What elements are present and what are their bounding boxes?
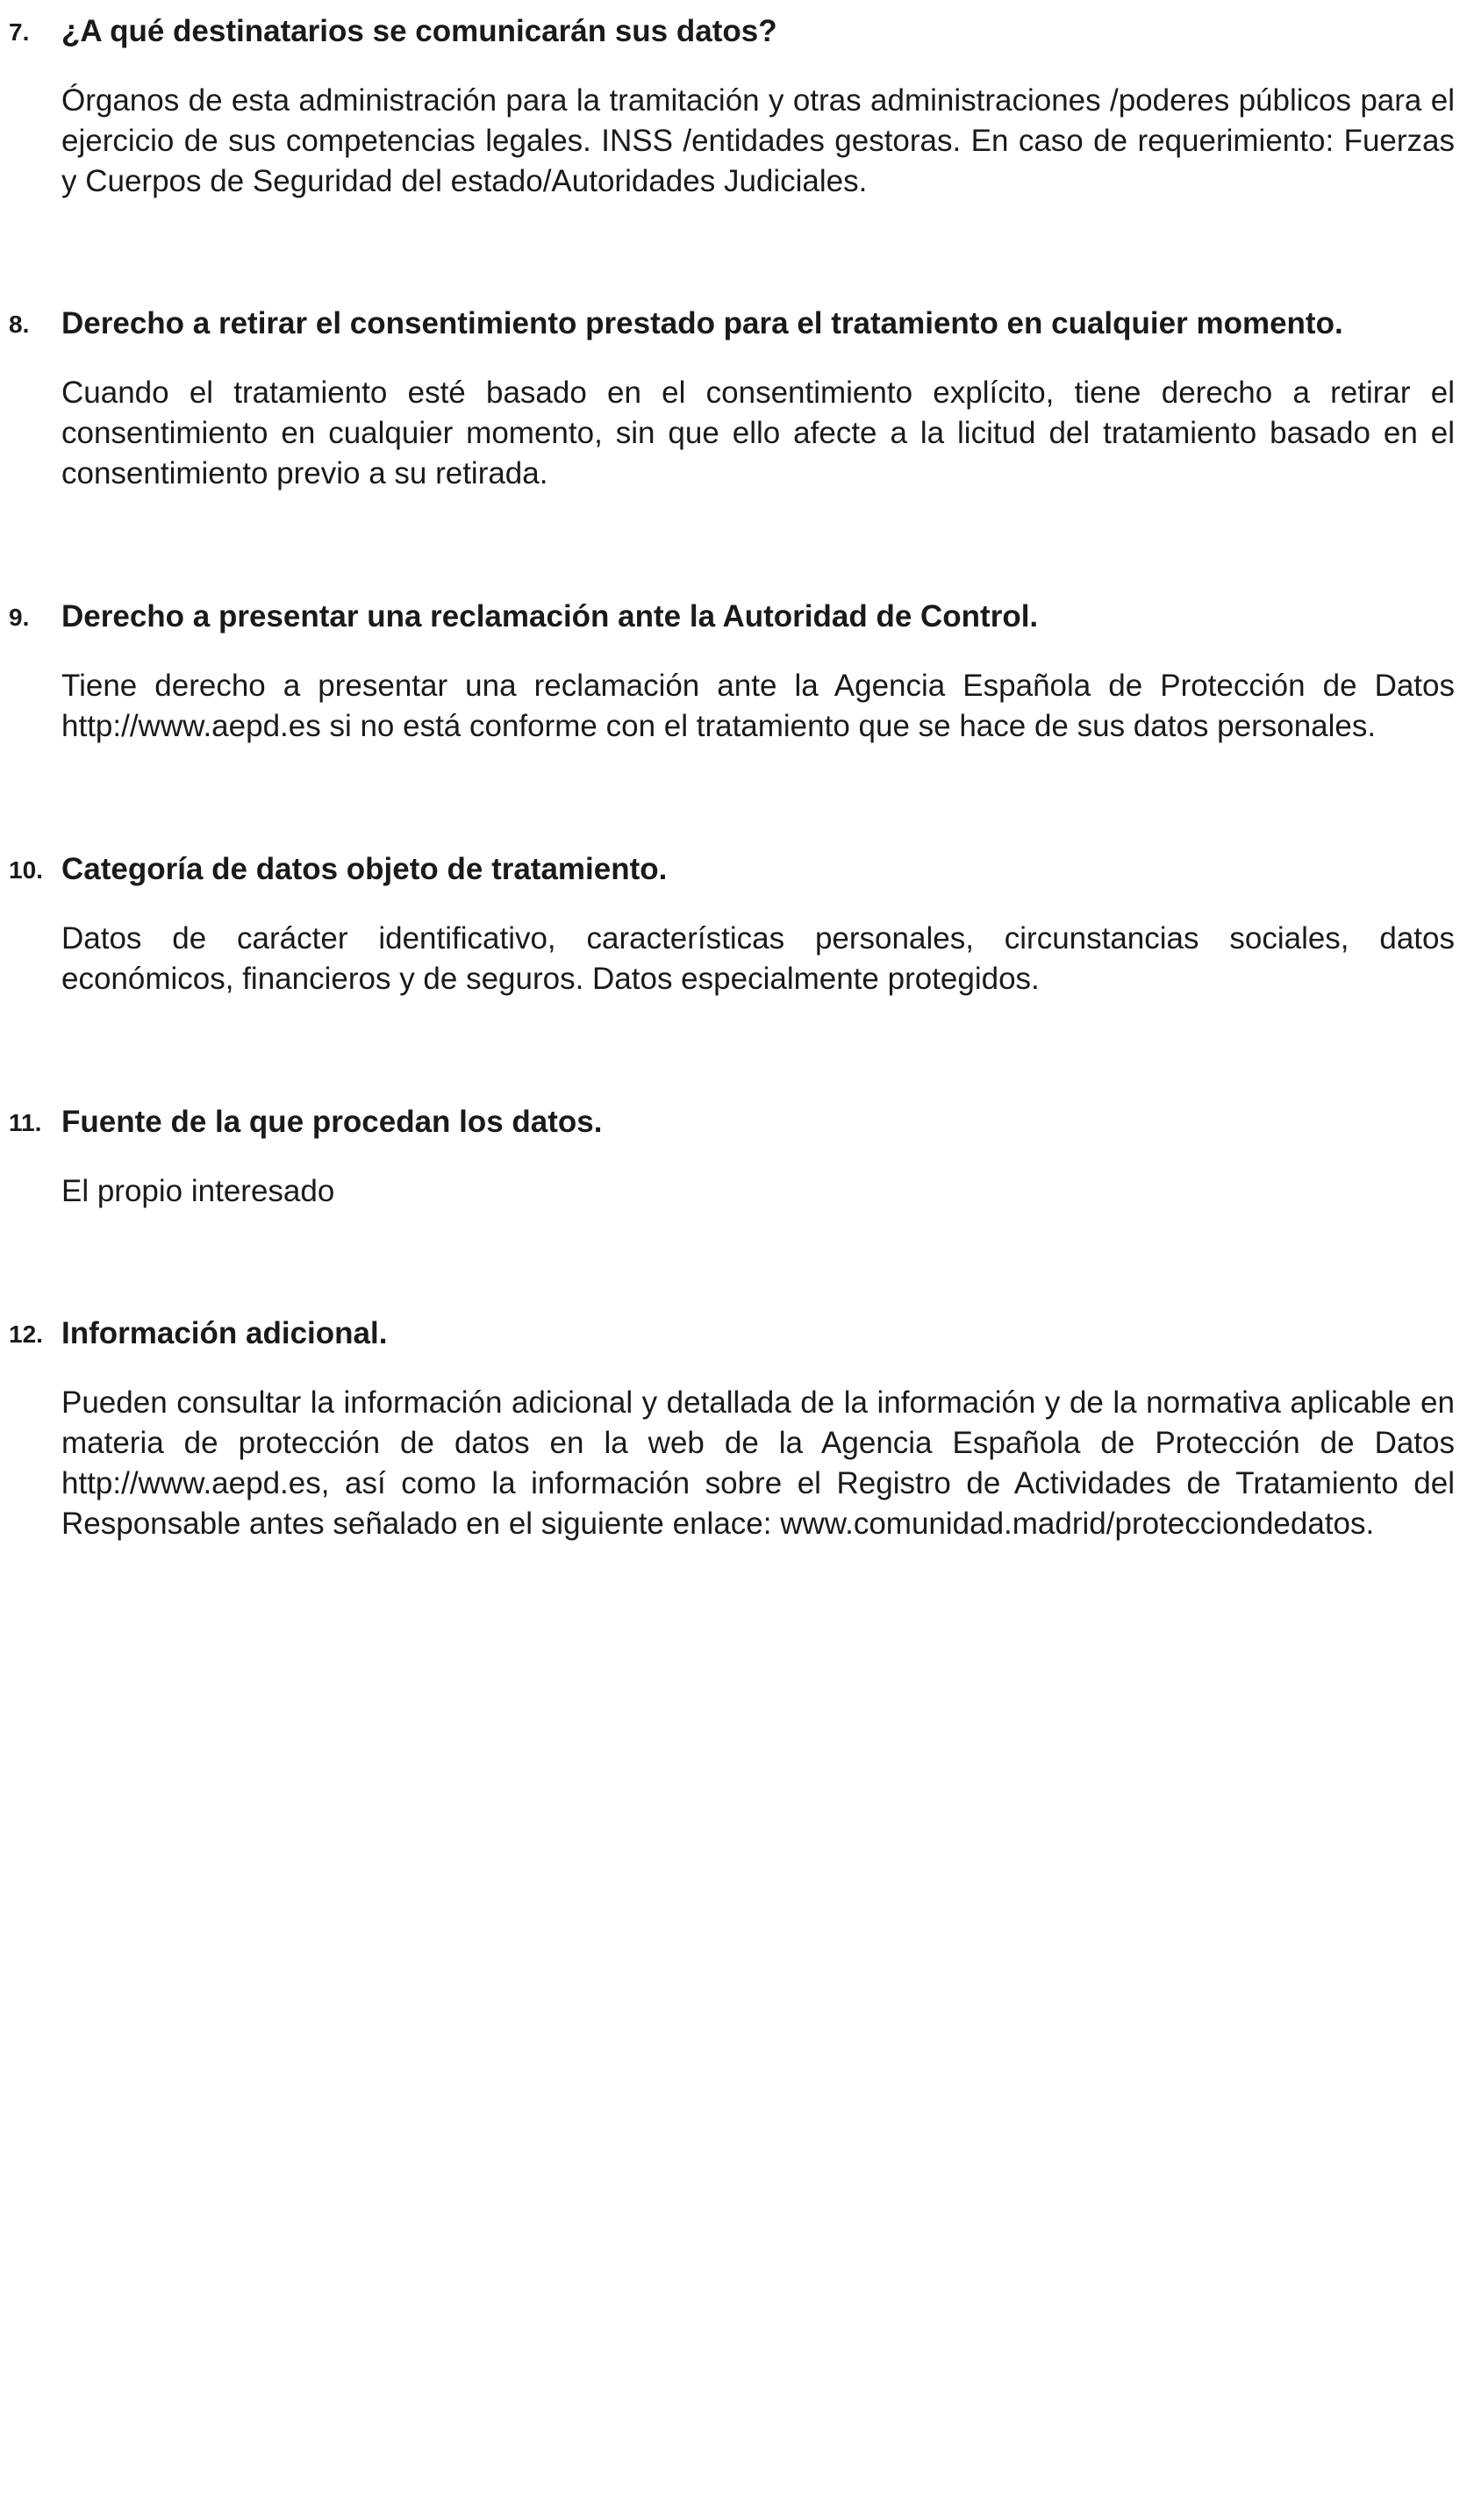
section-heading — [0, 850, 1474, 892]
section-heading — [0, 598, 1474, 640]
section-body: Tiene derecho a presentar una reclamación ante la Agencia Española de Protección de Datos http://www.aepd.es si no está conforme con el tratamiento que se hace de sus datos personales. — [61, 669, 1455, 743]
section-title: Categoría de datos objeto de tratamiento. — [61, 852, 668, 886]
section-heading — [0, 1314, 1474, 1357]
section-number: 8. — [9, 311, 30, 338]
section-complaint — [0, 598, 1474, 743]
section-data-source — [0, 1103, 1474, 1208]
section-title: Derecho a retirar el consentimiento prestado para el tratamiento en cualquier momento. — [61, 306, 1343, 340]
section-title: Información adicional. — [61, 1316, 388, 1350]
section-heading — [0, 304, 1474, 347]
section-body: Cuando el tratamiento esté basado en el consentimiento explícito, tiene derecho a retirar el consentimiento en cualquier momento, sin que ello afecte a la licitud del tratamiento basado en el consentimiento previo a su retirada. — [61, 376, 1455, 490]
section-number: 7. — [9, 18, 30, 46]
section-recipients — [0, 12, 1474, 198]
section-withdraw-consent — [0, 304, 1474, 490]
section-title: ¿A qué destinatarios se comunicarán sus datos? — [61, 14, 777, 48]
section-body: Datos de carácter identificativo, características personales, circunstancias sociales, datos económicos, financieros y de seguros. Datos especialmente protegidos. — [61, 921, 1455, 996]
section-heading — [0, 1103, 1474, 1145]
section-data-categories — [0, 850, 1474, 996]
section-number: 10. — [9, 856, 43, 884]
section-title: Derecho a presentar una reclamación ante la Autoridad de Control. — [61, 599, 1039, 634]
section-number: 12. — [9, 1321, 43, 1348]
section-body: El propio interesado — [61, 1174, 335, 1208]
section-additional-info — [0, 1314, 1474, 1541]
section-heading — [0, 12, 1474, 54]
section-title: Fuente de la que procedan los datos. — [61, 1105, 603, 1139]
section-body: Pueden consultar la información adicional y detallada de la información y de la normativa aplicable en materia de protección de datos en la web de la Agencia Española de Protección de Datos http://www.aepd.es, así como la información sobre el Registro de Actividades de Tratamiento del Responsable antes señalado en el siguiente enlace: www.comunidad.madrid/protecciondedatos. — [61, 1385, 1455, 1541]
section-number: 11. — [9, 1109, 42, 1136]
section-body: Órganos de esta administración para la tramitación y otras administraciones /poderes públicos para el ejercicio de sus competencias legales. INSS /entidades gestoras. En caso de requerimiento: Fuerzas y Cuerpos de Seguridad del estado/Autoridades Judiciales. — [61, 83, 1455, 198]
section-number: 9. — [9, 604, 30, 631]
